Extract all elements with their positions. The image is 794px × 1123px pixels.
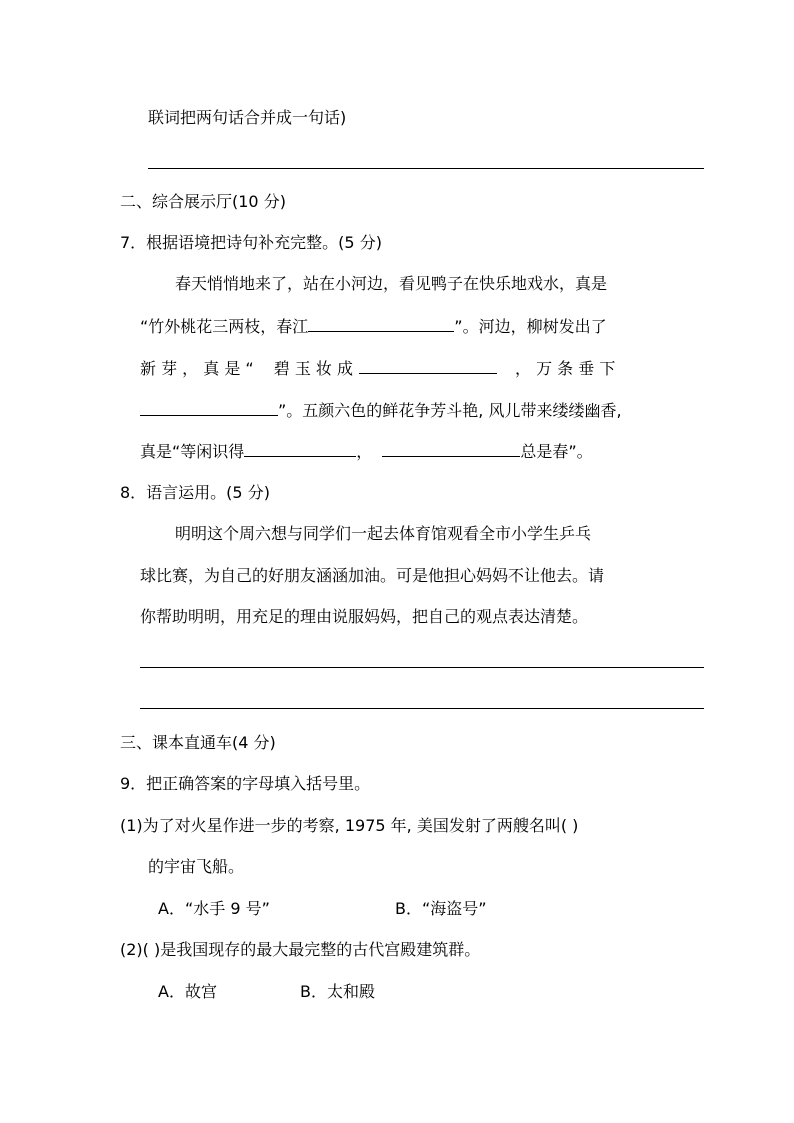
poem-blank-4[interactable] <box>244 438 356 457</box>
poem-blank-1[interactable] <box>308 313 454 332</box>
q7-paragraph-line-4 <box>140 397 622 423</box>
q7-text: “竹外桃花三两枝，春江 <box>140 317 309 336</box>
q7-paragraph-line-1: 春天悄悄地来了，站在小河边，看见鸭子在快乐地戏水，真是 <box>175 274 608 293</box>
q7-text: ”。五颜六色的鲜花争芳斗艳, 风儿带来缕缕幽香, <box>278 401 622 420</box>
q7-text: ”。河边，柳树发出了 <box>454 317 607 336</box>
poem-blank-3[interactable] <box>140 397 278 416</box>
q9-item-1-option-a[interactable]: A．“水手 9 号” <box>158 899 270 918</box>
q7-text: 碧 玉 妆 成 <box>273 359 353 378</box>
question-9-title: 9．把正确答案的字母填入括号里。 <box>120 774 371 793</box>
section-3-heading: 三、课本直通车(4 分) <box>120 733 276 752</box>
q8-paragraph-line-1: 明明这个周六想与同学们一起去体育馆观看全市小学生乒乓 <box>175 524 592 543</box>
q8-paragraph-line-2: 球比赛，为自己的好朋友涵涵加油。可是他担心妈妈不让他去。请 <box>140 566 605 585</box>
question-7-title: 7．根据语境把诗句补充完整。(5 分) <box>120 233 382 252</box>
answer-line-2[interactable] <box>140 667 704 668</box>
q9-item-1-line-1: (1)为了对火星作进一步的考察, 1975 年, 美国发射了两艘名叫( ) <box>120 816 579 835</box>
q9-item-2-line-1: (2)( )是我国现存的最大最完整的古代宫殿建筑群。 <box>120 940 481 959</box>
question-8-title: 8．语言运用。(5 分) <box>120 483 270 502</box>
q9-item-1-option-b[interactable]: B．“海盗号” <box>395 899 487 918</box>
q9-item-2-option-b[interactable]: B．太和殿 <box>300 982 375 1001</box>
q7-text: ， 万 条 垂 下 <box>515 359 616 378</box>
q8-paragraph-line-3: 你帮助明明，用充足的理由说服妈妈，把自己的观点表达清楚。 <box>140 607 589 626</box>
q7-text: 总是春”。 <box>520 442 593 461</box>
answer-line-1[interactable] <box>148 168 704 169</box>
poem-blank-2[interactable] <box>359 355 497 374</box>
section-2-heading: 二、综合展示厅(10 分) <box>120 192 286 211</box>
answer-line-3[interactable] <box>140 708 704 709</box>
q7-text: ， <box>356 442 373 461</box>
q7-text: 真是“等闲识得 <box>140 442 245 461</box>
q7-paragraph-line-3 <box>140 355 615 381</box>
q7-paragraph-line-2 <box>140 313 607 339</box>
poem-blank-5[interactable] <box>382 438 520 457</box>
q7-text: 新 芽 ， 真 是 “ <box>140 359 254 378</box>
q7-paragraph-line-5 <box>140 438 593 464</box>
q9-item-1-line-2: 的宇宙飞船。 <box>148 857 245 876</box>
carryover-instruction: 联词把两句话合并成一句话) <box>148 108 347 127</box>
q9-item-2-option-a[interactable]: A．故宫 <box>158 982 217 1001</box>
